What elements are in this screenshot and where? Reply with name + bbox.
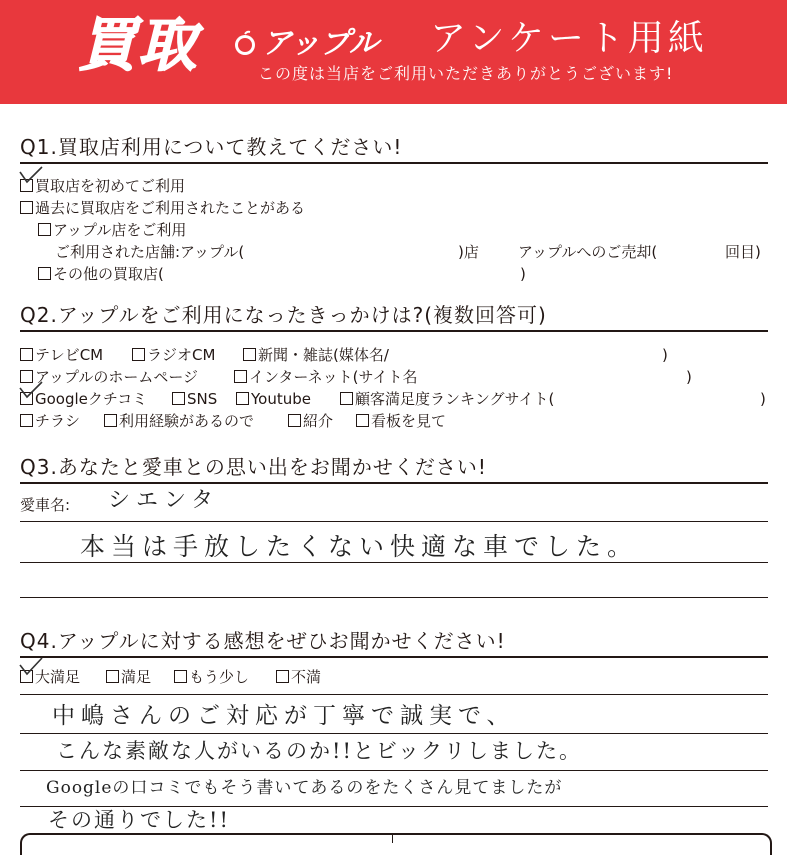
checkbox-a-little-more[interactable]	[174, 670, 187, 683]
checkbox-referral[interactable]	[288, 414, 301, 427]
q3-line-3	[20, 597, 768, 598]
checkbox-internet[interactable]	[234, 370, 247, 383]
q2-newspaper-close: )	[662, 346, 668, 364]
q4-title: Q4.アップルに対する感想をぜひお聞かせください!	[20, 629, 506, 653]
checkbox-sns[interactable]	[172, 392, 185, 405]
q3-line-2	[20, 562, 768, 563]
checkbox-experience[interactable]	[104, 414, 117, 427]
q3-line-1	[20, 521, 768, 522]
checkbox-satisfied[interactable]	[106, 670, 119, 683]
apple-logo-icon	[232, 30, 258, 56]
checkbox-newspaper[interactable]	[243, 348, 256, 361]
checkbox-ranking-site[interactable]	[340, 392, 353, 405]
footer-box	[20, 833, 772, 855]
checkbox-radio-cm[interactable]	[132, 348, 145, 361]
brand-name: アップル	[262, 26, 379, 61]
q1-title: Q1.買取店利用について教えてください!	[20, 135, 403, 159]
q1-option-other-store[interactable]: その他の買取店(	[38, 263, 164, 285]
comment-line-2: こんな素敵な人がいるのか!!とビックリしました。	[56, 739, 583, 763]
q4-line-2	[20, 733, 768, 734]
comment-line-3: Googleの口コミでもそう書いてあるのをたくさん見てましたが	[46, 778, 563, 798]
comment-line-1: 中嶋さんのご対応が丁寧で誠実で、	[52, 703, 516, 729]
q1-rule	[20, 162, 768, 164]
q2-option-experience[interactable]: 利用経験があるので	[104, 410, 254, 432]
checkbox-dissatisfied[interactable]	[276, 670, 289, 683]
q4-option-very-satisfied[interactable]: 大満足	[20, 666, 80, 688]
greeting-text: この度は当店をご利用いただきありがとうございます!	[258, 64, 674, 83]
q4-option-a-little-more[interactable]: もう少し	[174, 666, 249, 688]
q1-option-first-time[interactable]: 買取店を初めてご利用	[20, 175, 185, 197]
q1-store-suffix: )店	[458, 243, 479, 261]
q1-option-used-before[interactable]: 過去に買取店をご利用されたことがある	[20, 197, 305, 219]
q2-internet-close: )	[686, 368, 692, 386]
kaitori-logo: 買取	[78, 11, 199, 79]
q2-option-internet[interactable]: インターネット(サイト名	[234, 366, 417, 388]
q3-title: Q3.あなたと愛車との思い出をお聞かせください!	[20, 455, 487, 479]
checkbox-flyer[interactable]	[20, 414, 33, 427]
comment-line-4: その通りでした!!	[48, 808, 230, 832]
header-band	[0, 0, 787, 104]
q2-rule	[20, 330, 768, 332]
checkbox-signboard[interactable]	[356, 414, 369, 427]
car-name-value: シエンタ	[108, 488, 220, 513]
car-memory-text: 本当は手放したくない快適な車でした。	[80, 532, 639, 561]
q2-option-newspaper[interactable]: 新聞・雑誌(媒体名/	[243, 344, 389, 366]
checkbox-apple-store[interactable]	[38, 223, 51, 236]
q2-option-sns[interactable]: SNS	[172, 388, 217, 410]
q4-line-3	[20, 770, 768, 771]
footer-divider	[392, 835, 393, 843]
q2-option-tv-cm[interactable]: テレビCM	[20, 344, 103, 366]
q1-option-apple-store[interactable]: アップル店をご利用	[38, 219, 186, 241]
q2-option-youtube[interactable]: Youtube	[236, 388, 311, 410]
q2-option-google-review[interactable]: Googleクチコミ	[20, 388, 147, 410]
q4-option-satisfied[interactable]: 満足	[106, 666, 151, 688]
q2-option-flyer[interactable]: チラシ	[20, 410, 80, 432]
q1-store-label: ご利用された店舗:アップル(	[55, 243, 245, 261]
q2-title: Q2.アップルをご利用になったきっかけは?(複数回答可)	[20, 303, 547, 327]
q2-option-referral[interactable]: 紹介	[288, 410, 333, 432]
checkmark-icon	[18, 166, 44, 186]
q2-ranking-close: )	[760, 390, 766, 408]
q2-option-ranking-site[interactable]: 顧客満足度ランキングサイト(	[340, 388, 554, 410]
q3-rule	[20, 482, 768, 484]
q1-sales-count-label: アップルへのご売却(	[518, 243, 658, 261]
q1-other-store-close: )	[520, 265, 526, 283]
q2-option-radio-cm[interactable]: ラジオCM	[132, 344, 215, 366]
q4-option-dissatisfied[interactable]: 不満	[276, 666, 321, 688]
q2-option-signboard[interactable]: 看板を見て	[356, 410, 446, 432]
q1-sales-count-suffix: 回目)	[725, 243, 761, 261]
checkbox-used-before[interactable]	[20, 201, 33, 214]
q4-rule	[20, 656, 768, 658]
car-name-label: 愛車名:	[20, 496, 71, 514]
checkbox-other-store[interactable]	[38, 267, 51, 280]
q2-option-homepage[interactable]: アップルのホームページ	[20, 366, 198, 388]
q4-line-1	[20, 694, 768, 695]
checkbox-tv-cm[interactable]	[20, 348, 33, 361]
sheet-title: アンケート用紙	[430, 18, 708, 59]
checkmark-icon	[18, 656, 44, 676]
checkbox-youtube[interactable]	[236, 392, 249, 405]
checkmark-icon	[18, 380, 44, 400]
